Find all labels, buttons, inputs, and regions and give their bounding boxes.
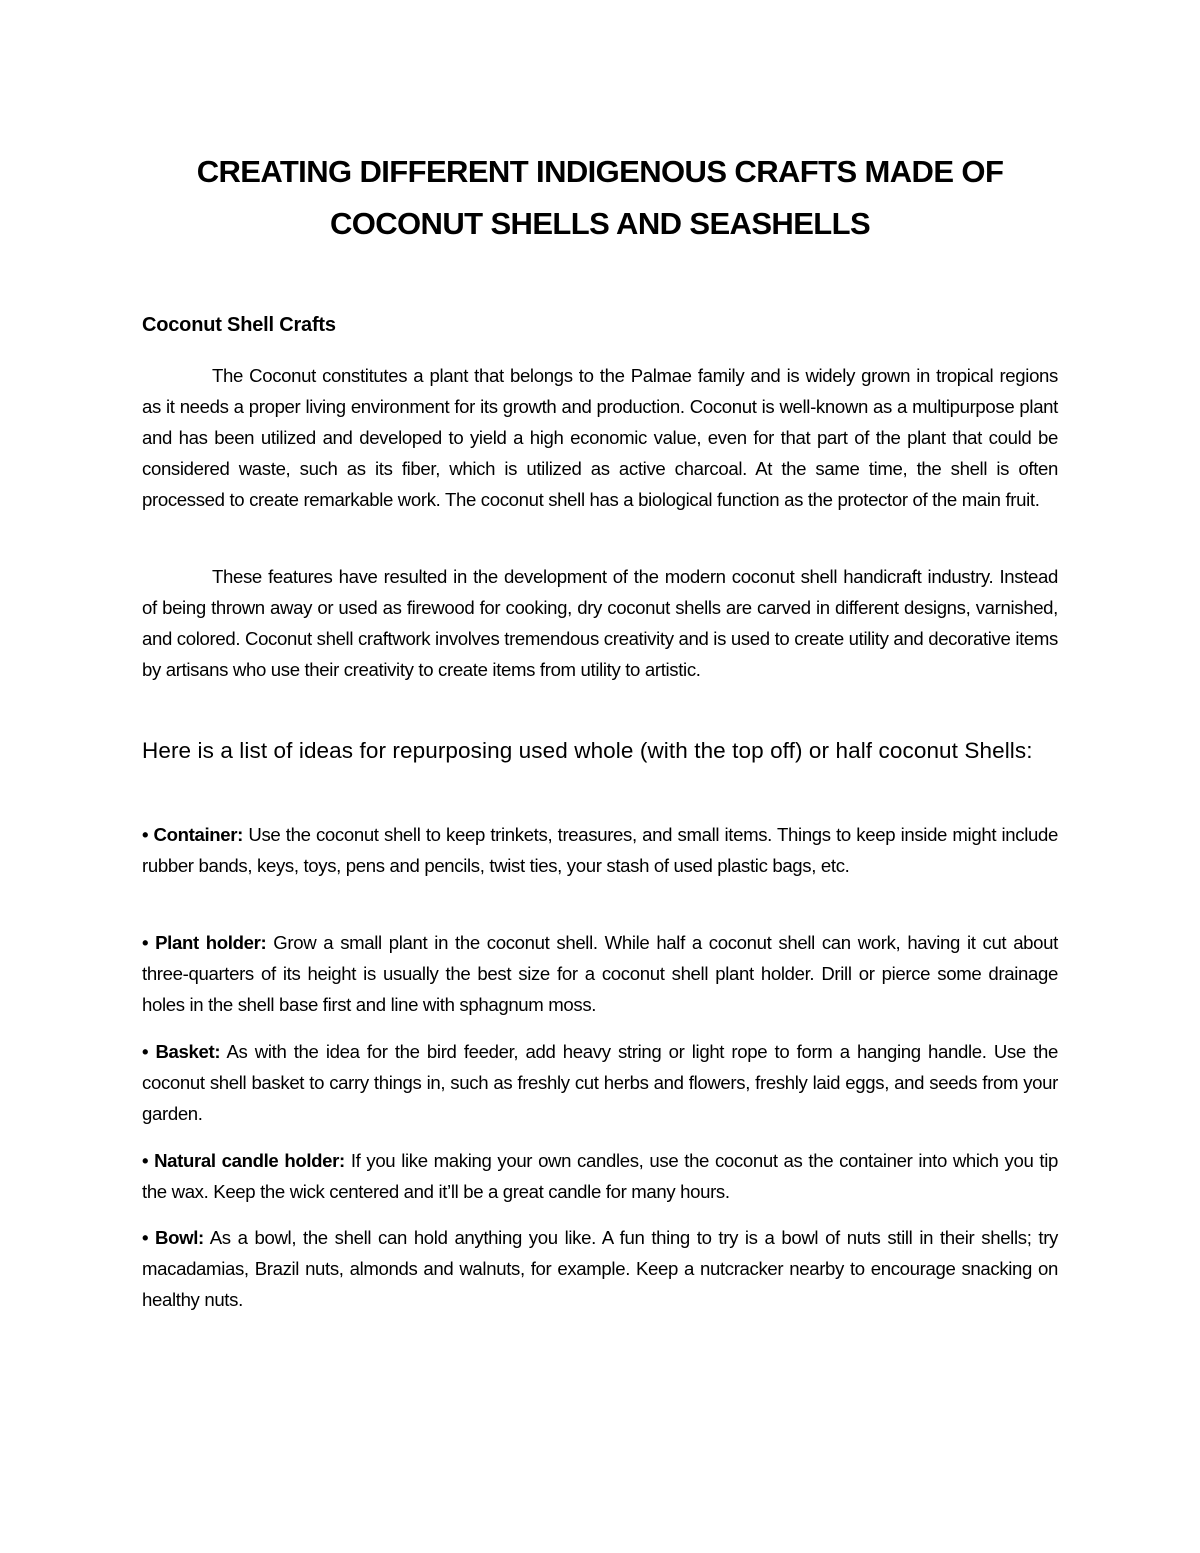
bullet-icon: • <box>142 1150 149 1171</box>
list-item-candle-holder <box>142 1145 1058 1207</box>
list-intro: Here is a list of ideas for repurposing used whole (with the top off) or half coconut Shells: <box>142 738 1033 763</box>
list-item-container <box>142 819 1058 881</box>
list-item-text: Use the coconut shell to keep trinkets, treasures, and small items. Things to keep inside might include rubber bands, keys, toys, pens and pencils, twist ties, your stash of used plastic bags, etc. <box>142 824 1058 876</box>
bullet-icon: • <box>142 1227 149 1248</box>
list-item-term: Plant holder: <box>155 932 267 953</box>
section-heading: Coconut Shell Crafts <box>142 314 336 336</box>
list-item-text: If you like making your own candles, use the coconut as the container into which you tip the wax. Keep the wick centered and it’ll be a great candle for many hours. <box>142 1150 1058 1202</box>
list-item-plant-holder <box>142 927 1058 1020</box>
list-item-text: As a bowl, the shell can hold anything you like. A fun thing to try is a bowl of nuts still in their shells; try macadamias, Brazil nuts, almonds and walnuts, for example. Keep a nutcracker nearby to encourage snacking on healthy nuts. <box>142 1227 1058 1310</box>
list-item-term: Container: <box>153 824 244 845</box>
list-item-term: Basket: <box>155 1041 221 1062</box>
list-item-term: Natural candle holder: <box>154 1150 345 1171</box>
body-paragraph-2: These features have resulted in the development of the modern coconut shell handicraft industry. Instead of being thrown away or used as firewood for cooking, dry coconut shells are carved in different designs, varnished, and colored. Coconut shell craftwork involves tremendous creativity and is used to create utility and decorative items by artisans who use their creativity to create items from utility to artistic. <box>142 566 1058 680</box>
list-item-term: Bowl: <box>155 1227 204 1248</box>
body-paragraph-1: The Coconut constitutes a plant that belongs to the Palmae family and is widely grown in tropical regions as it needs a proper living environment for its growth and production. Coconut is well-known as a multipurpose plant and has been utilized and developed to yield a high economic value, even for that part of the plant that could be considered waste, such as its fiber, which is utilized as active charcoal. At the same time, the shell is often processed to create remarkable work. The coconut shell has a biological function as the protector of the main fruit. <box>142 365 1058 510</box>
bullet-icon: • <box>142 932 149 953</box>
list-item-basket <box>142 1036 1058 1129</box>
list-item-text: Grow a small plant in the coconut shell. While half a coconut shell can work, having it cut about three-quarters of its height is usually the best size for a coconut shell plant holder. Drill or pierce some drainage holes in the shell base first and line with sphagnum moss. <box>142 932 1058 1015</box>
list-item-text: As with the idea for the bird feeder, add heavy string or light rope to form a hanging handle. Use the coconut shell basket to carry things in, such as freshly cut herbs and flowers, freshly laid eggs, and seeds from your garden. <box>142 1041 1058 1124</box>
bullet-icon: • <box>142 824 149 845</box>
document-title: CREATING DIFFERENT INDIGENOUS CRAFTS MADE OF COCONUT SHELLS AND SEASHELLS <box>196 154 1004 241</box>
bullet-icon: • <box>142 1041 149 1062</box>
list-item-bowl <box>142 1222 1058 1315</box>
